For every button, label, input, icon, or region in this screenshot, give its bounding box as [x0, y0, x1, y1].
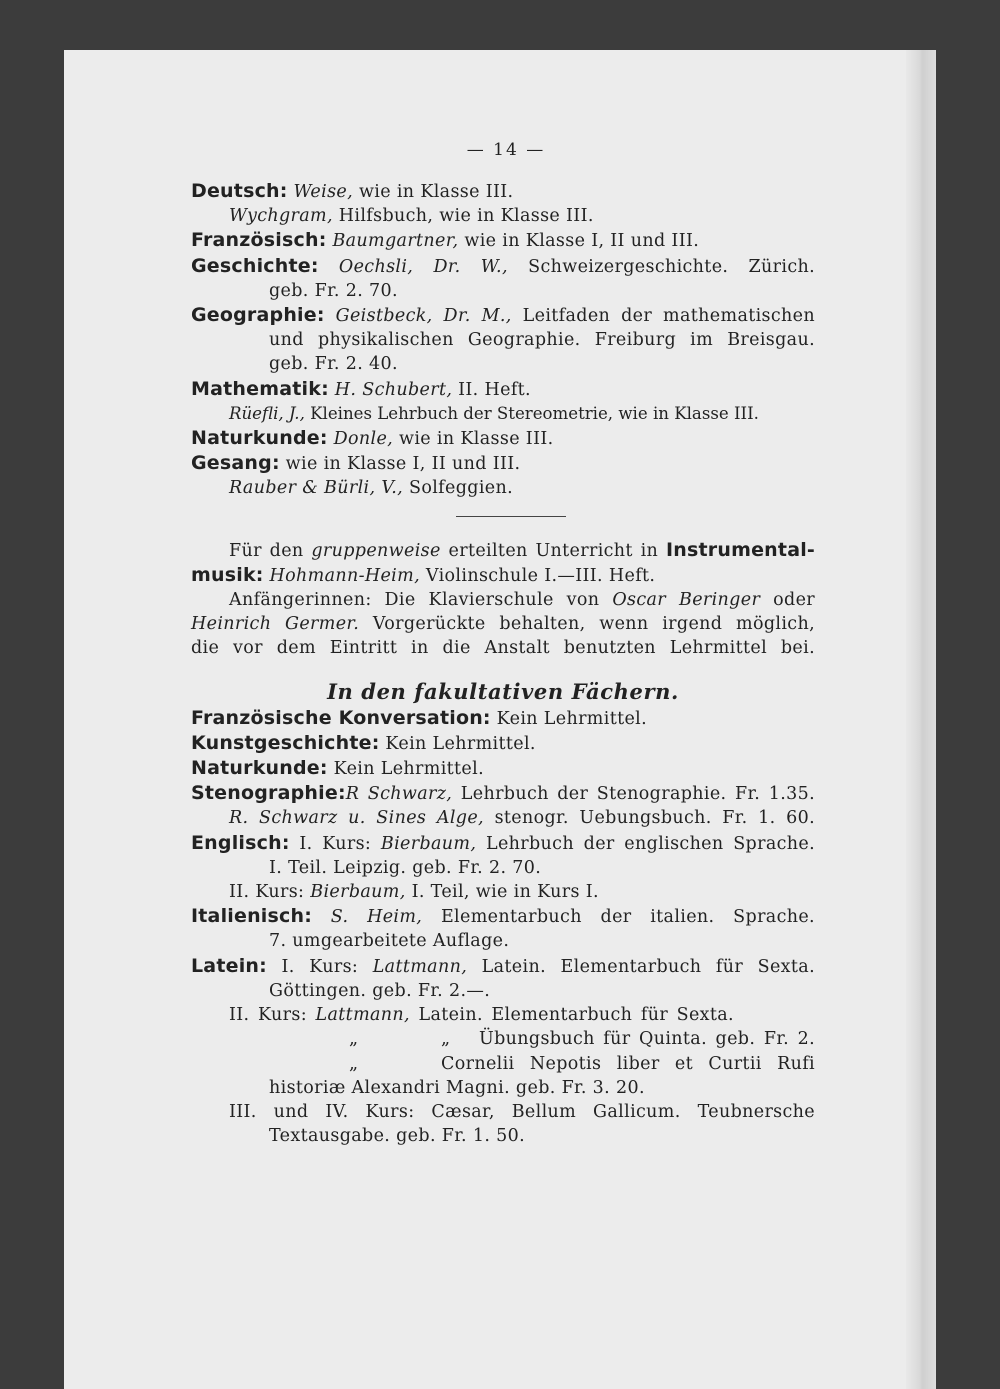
text-line: R. Schwarz u. Sines Alge, stenogr. Uebungsbuch. Fr. 1. 60.: [229, 808, 815, 829]
section-divider: [456, 516, 566, 517]
text-line: 7. umgearbeitete Auflage.: [269, 931, 510, 952]
text-line: Rüefli, J., Kleines Lehrbuch der Stereometrie, wie in Klasse III.: [229, 403, 759, 423]
text-line: Für den gruppenweise erteilten Unterricht in Instrumental-: [229, 538, 816, 561]
text-line: Naturkunde: Kein Lehrmittel.: [191, 757, 484, 780]
text-line: Wychgram, Hilfsbuch, wie in Klasse III.: [229, 206, 594, 227]
text-line: Textausgabe. geb. Fr. 1. 50.: [269, 1126, 526, 1147]
section-heading: In den fakultativen Fächern.: [327, 678, 679, 704]
text-line: Latein: I. Kurs: Lattmann, Latein. Elementarbuch für Sexta.: [191, 954, 815, 977]
text-line: II. Kurs: Bierbaum, I. Teil, wie in Kurs I.: [229, 882, 599, 903]
text-line: Gesang: wie in Klasse I, II und III.: [191, 452, 521, 475]
text-line: Französisch: Baumgartner, wie in Klasse I, II und III.: [191, 229, 700, 252]
text-line: Anfängerinnen: Die Klavierschule von Oscar Beringer oder: [229, 590, 815, 611]
text-line: Geschichte: Oechsli, Dr. W., Schweizergeschichte. Zürich.: [191, 254, 816, 277]
text-line: Kunstgeschichte: Kein Lehrmittel.: [191, 731, 536, 754]
text-line: Italienisch: S. Heim, Elementarbuch der italien. Sprache.: [191, 905, 815, 928]
text-line: Mathematik: H. Schubert, II. Heft.: [191, 377, 531, 400]
text-line: Französische Konversation: Kein Lehrmittel.: [191, 706, 648, 729]
text-line: I. Teil. Leipzig. geb. Fr. 2. 70.: [269, 857, 542, 878]
text-line: musik: Hohmann-Heim, Violinschule I.—III. Heft.: [191, 563, 656, 586]
text-line: Rauber & Bürli, V., Solfeggien.: [229, 478, 514, 499]
text-line: geb. Fr. 2. 70.: [269, 280, 398, 301]
text-line: Geographie: Geistbeck, Dr. M., Leitfaden der mathematischen: [191, 304, 815, 327]
page-content: [191, 140, 815, 1148]
text-line: Stenographie:R Schwarz, Lehrbuch der Stenographie. Fr. 1.35.: [191, 782, 815, 805]
text-line: Göttingen. geb. Fr. 2.—.: [269, 980, 491, 1001]
page-number: — 14 —: [466, 140, 546, 160]
page-edge: [906, 50, 936, 1389]
text-line: Heinrich Germer. Vorgerückte behalten, wenn irgend möglich,: [191, 614, 815, 635]
text-line: „ Cornelii Nepotis liber et Curtii Rufi: [349, 1053, 815, 1074]
text-line: die vor dem Eintritt in die Anstalt benutzten Lehrmittel bei.: [191, 638, 815, 659]
text-line: „ „ Übungsbuch für Quinta. geb. Fr. 2.: [349, 1029, 815, 1050]
text-line: Deutsch: Weise, wie in Klasse III.: [191, 180, 514, 202]
text-line: Naturkunde: Donle, wie in Klasse III.: [191, 427, 554, 450]
text-line: II. Kurs: Lattmann, Latein. Elementarbuch für Sexta.: [229, 1005, 734, 1026]
text-line: geb. Fr. 2. 40.: [269, 354, 398, 375]
text-line: und physikalischen Geographie. Freiburg im Breisgau.: [269, 330, 815, 351]
text-line: Englisch: I. Kurs: Bierbaum, Lehrbuch der englischen Sprache.: [191, 831, 815, 854]
text-line: III. und IV. Kurs: Cæsar, Bellum Gallicum. Teubnersche: [229, 1101, 815, 1122]
text-line: historiæ Alexandri Magni. geb. Fr. 3. 20.: [269, 1077, 645, 1098]
